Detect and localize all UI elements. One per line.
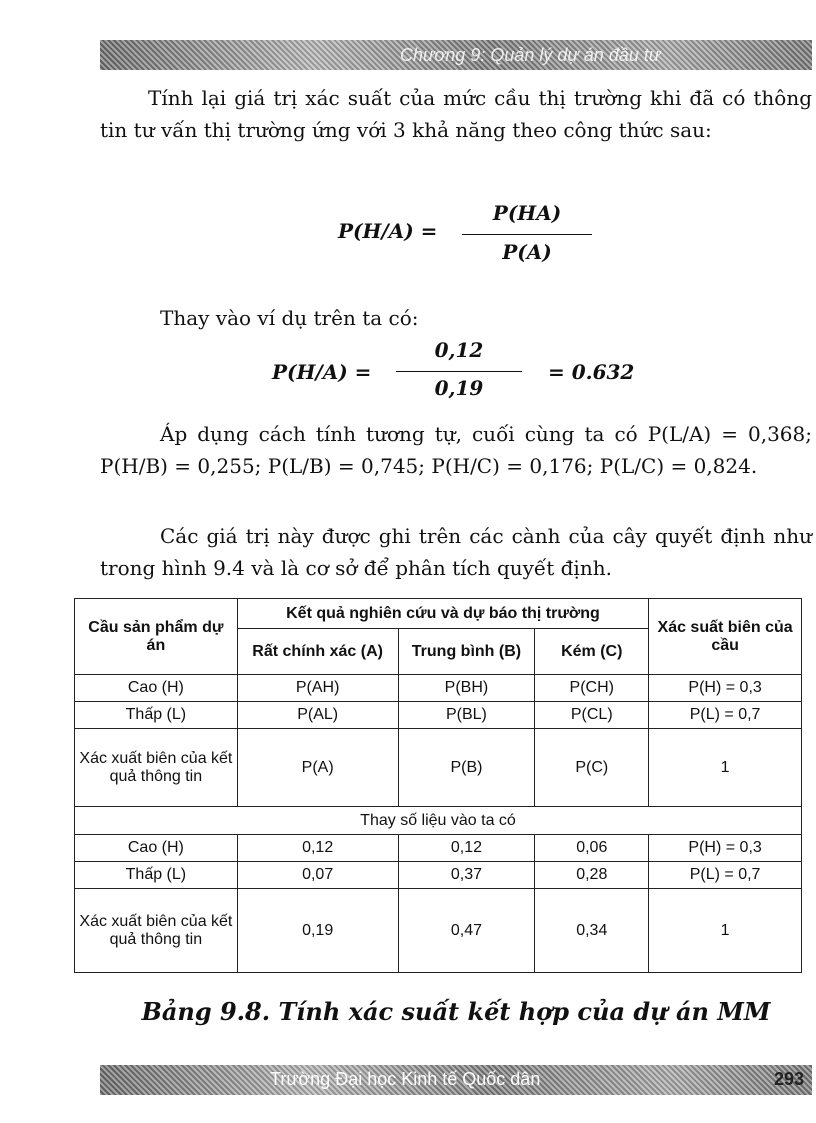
header-market-research: Kết quả nghiên cứu và dự báo thị trường <box>237 599 648 629</box>
probability-table <box>74 598 802 973</box>
row-label: Xác xuất biên của kết quả thông tin <box>75 889 238 973</box>
header-demand: Cầu sản phẩm dự án <box>75 599 238 675</box>
table-row <box>75 675 802 702</box>
paragraph-2: Thay vào ví dụ trên ta có: <box>160 306 419 330</box>
row-label: Thấp (L) <box>75 862 238 889</box>
table-row <box>75 702 802 729</box>
formula-1-denominator: P(A) <box>502 240 552 264</box>
paragraph-3: Áp dụng cách tính tương tự, cuối cùng ta có P(L/A) = 0,368; P(H/B) = 0,255; P(L/B) = 0,745; P(H/C) = 0,176; P(L/C) = 0,824. <box>100 422 812 478</box>
formula-2-numerator: 0,12 <box>434 338 484 362</box>
cell-c: P(CL) <box>535 702 649 729</box>
formula-2-lhs: P(H/A) = <box>272 360 372 384</box>
formula-2-fraction-line <box>396 371 522 372</box>
table-caption: Bảng 9.8. Tính xác suất kết hợp của dự án MM <box>141 997 771 1026</box>
cell-c: 0,34 <box>535 889 649 973</box>
cell-a: 0,07 <box>237 862 398 889</box>
cell-a: P(AH) <box>237 675 398 702</box>
footer-school: Trường Đại học Kinh tế Quốc dân <box>270 1069 541 1089</box>
chapter-header: Chương 9: Quản lý dự án đầu tư <box>400 45 661 65</box>
formula-1-lhs: P(H/A) = <box>338 219 438 243</box>
cell-a: 0,19 <box>237 889 398 973</box>
row-label: Cao (H) <box>75 835 238 862</box>
formula-2-denominator: 0,19 <box>434 376 484 400</box>
cell-marginal: P(H) = 0,3 <box>649 675 802 702</box>
cell-marginal: 1 <box>649 729 802 807</box>
header-band <box>100 40 812 70</box>
formula-1-numerator: P(HA) <box>492 201 562 225</box>
footer-band <box>100 1065 812 1095</box>
cell-b: P(B) <box>398 729 535 807</box>
paragraph-4: Các giá trị này được ghi trên các cành của cây quyết định như trong hình 9.4 và là cơ sở để phân tích quyết định. <box>100 524 812 580</box>
header-col-c: Kém (C) <box>535 629 649 675</box>
header-col-a: Rất chính xác (A) <box>237 629 398 675</box>
formula-1-fraction-line <box>462 234 592 235</box>
table-row <box>75 889 802 973</box>
table-row <box>75 729 802 807</box>
table-row <box>75 862 802 889</box>
cell-marginal: P(L) = 0,7 <box>649 702 802 729</box>
cell-a: 0,12 <box>237 835 398 862</box>
cell-b: 0,47 <box>398 889 535 973</box>
cell-b: P(BH) <box>398 675 535 702</box>
row-label: Xác xuất biên của kết quả thông tin <box>75 729 238 807</box>
cell-marginal: P(L) = 0,7 <box>649 862 802 889</box>
cell-a: P(A) <box>237 729 398 807</box>
paragraph-1: Tính lại giá trị xác suất của mức cầu thị trường khi đã có thông tin tư vấn thị trường ứng với 3 khả năng theo công thức sau: <box>100 86 812 142</box>
cell-c: P(C) <box>535 729 649 807</box>
substitute-row: Thay số liệu vào ta có <box>75 807 802 835</box>
row-label: Cao (H) <box>75 675 238 702</box>
cell-c: P(CH) <box>535 675 649 702</box>
cell-b: 0,37 <box>398 862 535 889</box>
cell-b: P(BL) <box>398 702 535 729</box>
cell-marginal: 1 <box>649 889 802 973</box>
cell-c: 0,28 <box>535 862 649 889</box>
page-number: 293 <box>773 1069 804 1089</box>
header-marginal: Xác suất biên của cầu <box>649 599 802 675</box>
table-row <box>75 835 802 862</box>
cell-b: 0,12 <box>398 835 535 862</box>
cell-a: P(AL) <box>237 702 398 729</box>
formula-2-result: = 0.632 <box>548 360 635 384</box>
header-col-b: Trung bình (B) <box>398 629 535 675</box>
cell-marginal: P(H) = 0,3 <box>649 835 802 862</box>
cell-c: 0,06 <box>535 835 649 862</box>
row-label: Thấp (L) <box>75 702 238 729</box>
